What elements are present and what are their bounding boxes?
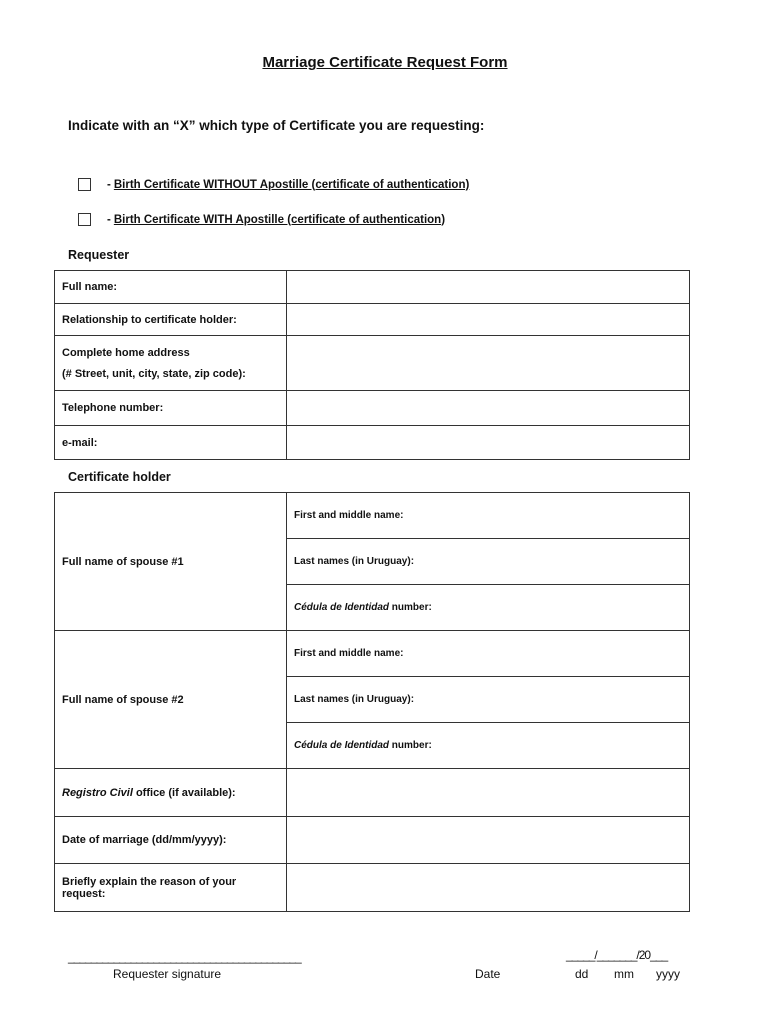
signature-line[interactable]: _________________________________________ xyxy=(68,950,301,964)
registro-italic: Registro Civil xyxy=(62,786,133,799)
email-field[interactable] xyxy=(287,426,690,460)
spouse1-last-names-field[interactable]: Last names (in Uruguay): xyxy=(287,539,690,585)
date-mm-label: mm xyxy=(614,967,634,981)
cedula-italic: Cédula de Identidad xyxy=(294,602,390,613)
registro-rest: office (if available): xyxy=(132,786,236,799)
certificate-holder-heading: Certificate holder xyxy=(68,470,171,484)
option-dash: - xyxy=(107,178,111,191)
relationship-field[interactable] xyxy=(287,304,690,336)
full-name-field[interactable] xyxy=(287,271,690,304)
certificate-holder-table xyxy=(54,492,690,912)
page-title: Marriage Certificate Request Form xyxy=(262,54,508,71)
option-dash: - xyxy=(107,213,111,226)
spouse2-label: Full name of spouse #2 xyxy=(55,631,287,769)
spouse1-cedula-field[interactable] xyxy=(287,585,690,631)
option-with-apostille[interactable] xyxy=(78,213,445,226)
registro-civil-label xyxy=(55,769,287,817)
reason-label xyxy=(55,864,287,912)
checkbox-without-apostille[interactable] xyxy=(78,178,91,191)
email-label: e-mail: xyxy=(55,426,287,460)
cedula-italic: Cédula de Identidad xyxy=(294,740,390,751)
telephone-label: Telephone number: xyxy=(55,391,287,426)
requester-table xyxy=(54,270,690,460)
checkbox-with-apostille[interactable] xyxy=(78,213,91,226)
signature-label: Requester signature xyxy=(113,967,222,981)
date-of-marriage-field[interactable] xyxy=(287,817,690,864)
option-label-without-apostille: Birth Certificate WITHOUT Apostille (certificate of authentication) xyxy=(113,178,470,191)
reason-field[interactable] xyxy=(287,864,690,912)
address-label xyxy=(55,336,287,391)
date-line[interactable]: _____/_______/20___ xyxy=(566,948,668,962)
spouse2-last-names-field[interactable]: Last names (in Uruguay): xyxy=(287,677,690,723)
reason-label-line2: request: xyxy=(62,887,106,900)
date-of-marriage-label: Date of marriage (dd/mm/yyyy): xyxy=(55,817,287,864)
full-name-label: Full name: xyxy=(55,271,287,304)
spouse2-first-middle-field[interactable]: First and middle name: xyxy=(287,631,690,677)
date-dd-label: dd xyxy=(575,967,589,981)
registro-civil-field[interactable] xyxy=(287,769,690,817)
spouse2-cedula-field[interactable] xyxy=(287,723,690,769)
date-label: Date xyxy=(475,967,501,981)
date-yyyy-label: yyyy xyxy=(656,967,680,981)
spouse1-label: Full name of spouse #1 xyxy=(55,493,287,631)
option-without-apostille[interactable] xyxy=(78,178,469,191)
instruction-text: Indicate with an “X” which type of Certificate you are requesting: xyxy=(68,118,485,133)
address-label-line1: Complete home address xyxy=(62,346,190,359)
option-label-with-apostille: Birth Certificate WITH Apostille (certificate of authentication) xyxy=(113,213,446,226)
address-field[interactable] xyxy=(287,336,690,391)
cedula-rest: number: xyxy=(389,602,432,613)
relationship-label: Relationship to certificate holder: xyxy=(55,304,287,336)
telephone-field[interactable] xyxy=(287,391,690,426)
address-label-line2: (# Street, unit, city, state, zip code): xyxy=(62,367,246,380)
spouse1-first-middle-field[interactable]: First and middle name: xyxy=(287,493,690,539)
reason-label-line1: Briefly explain the reason of your xyxy=(62,875,237,888)
cedula-rest: number: xyxy=(389,740,432,751)
requester-heading: Requester xyxy=(68,248,130,262)
